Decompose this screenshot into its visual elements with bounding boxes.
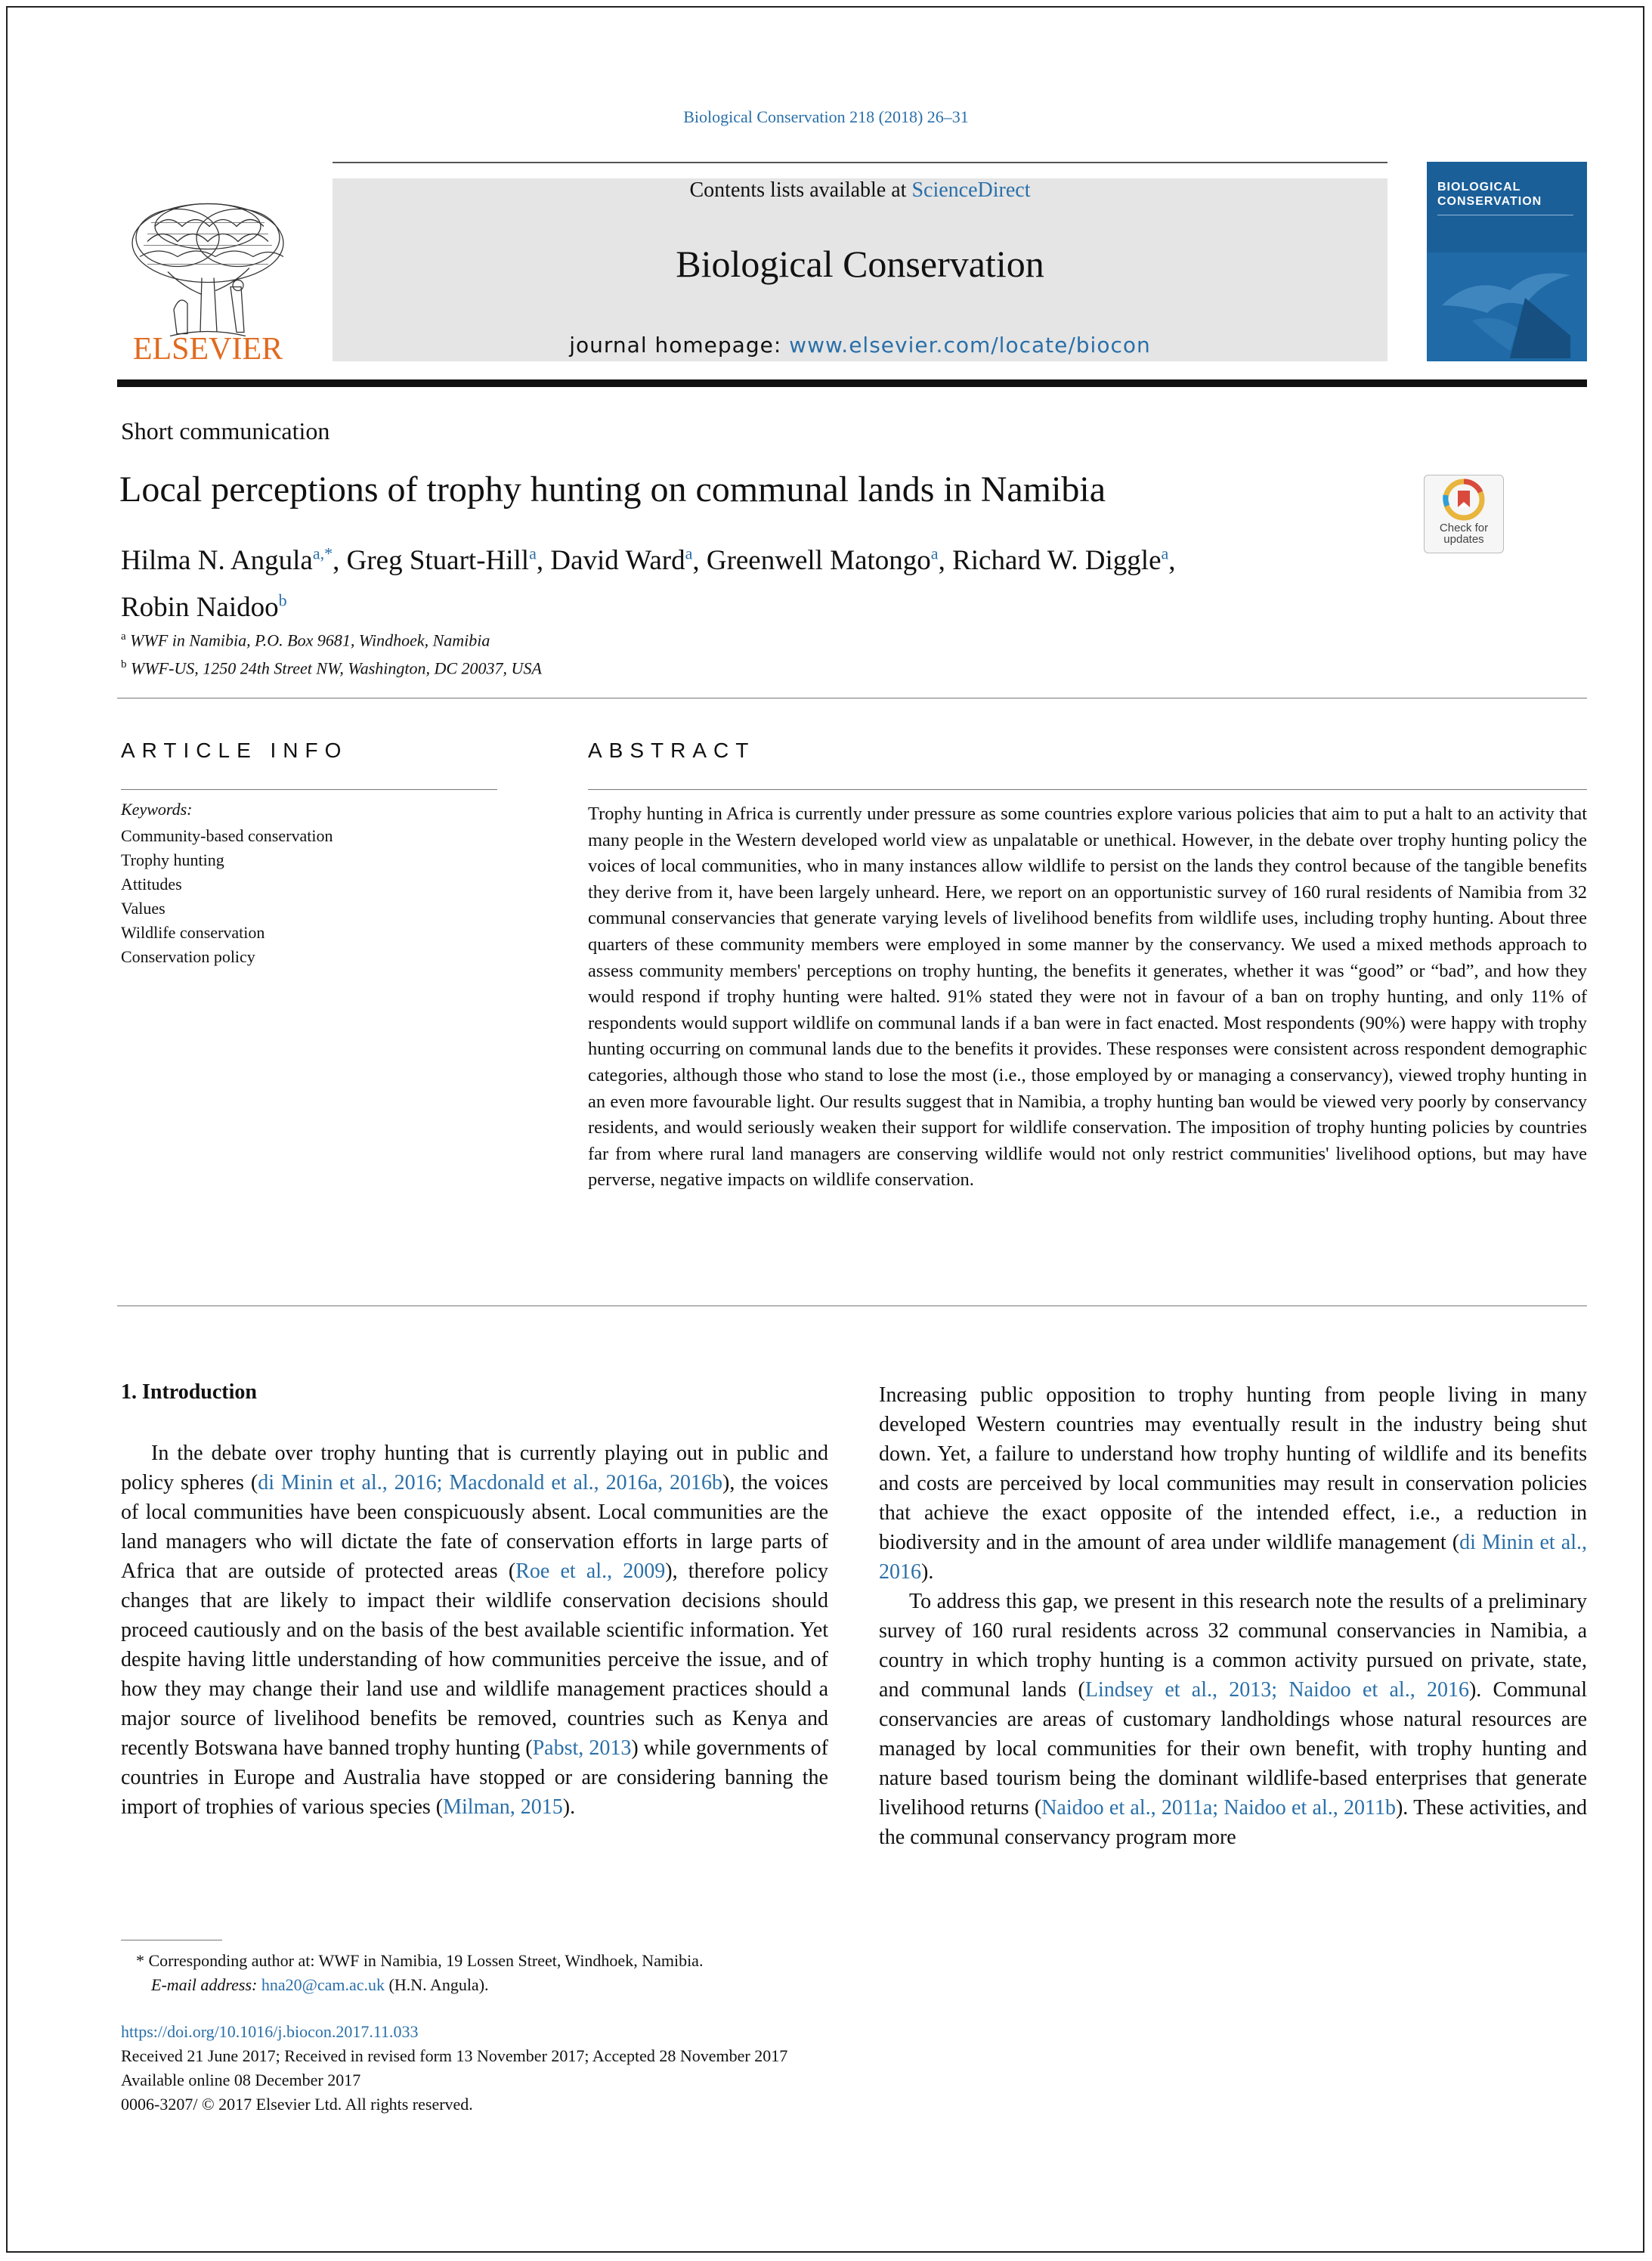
received-dates: Received 21 June 2017; Received in revised form 13 November 2017; Accepted 28 November 2017 <box>121 2046 788 2065</box>
author-5[interactable] <box>952 545 1168 576</box>
author-name: Hilma N. Angula <box>121 545 313 577</box>
affiliation-mark: b <box>121 658 127 671</box>
paragraph-text: ). <box>562 1795 576 1819</box>
paragraph-text: Increasing public opposition to trophy hunting from people living in many developed Western countries may eventually result in the industry being shut down. Yet, a failure to understand how trophy hunting of wildlife and its benefits and costs are perceived by local communities may result in conservation policies that achieve the exact opposite of the intended effect, i.e., a reduction in biodiversity and in the amount of area under wildlife management ( <box>879 1383 1587 1554</box>
author-affil-mark[interactable]: a <box>1161 544 1169 563</box>
crossmark-icon <box>1441 479 1486 524</box>
cover-rule <box>1437 215 1573 246</box>
article-type: Short communication <box>121 417 330 444</box>
contents-line <box>333 178 1387 203</box>
author-name: Robin Naidoo <box>121 591 279 623</box>
affiliation-b <box>121 652 542 680</box>
author-affil-mark[interactable]: a <box>930 544 939 563</box>
paragraph-text: ). <box>921 1560 934 1584</box>
publisher-logo-text: ELSEVIER <box>132 332 283 367</box>
crossmark-label-line1: Check for <box>1439 522 1489 534</box>
citation-link[interactable]: Pabst, 2013 <box>532 1736 632 1760</box>
cover-title-line1: BIOLOGICAL <box>1437 181 1521 194</box>
author-3[interactable] <box>550 545 692 576</box>
paragraph-text: ), therefore policy changes that are likely to impact their wildlife conservation decisions should proceed cautiously and on the basis of the best available scientific information. Yet despite having little understanding of how communities perceive the issue, and of how they may change their land use and wildlife management practices should a major source of livelihood benefits be removed, countries such as Kenya and recently Botswana have banned trophy hunting ( <box>121 1559 828 1760</box>
email-link[interactable]: hna20@cam.ac.uk <box>261 1975 385 1994</box>
email-line <box>151 1973 489 1997</box>
abstract-rule <box>588 789 1587 790</box>
homepage-prefix: journal homepage: <box>569 333 782 358</box>
sciencedirect-link[interactable]: ScienceDirect <box>911 178 1031 202</box>
keyword: Community-based conservation <box>121 826 333 845</box>
doi-link[interactable]: https://doi.org/10.1016/j.biocon.2017.11.033 <box>121 2022 419 2041</box>
author-affil-mark[interactable]: b <box>278 590 287 610</box>
cover-title <box>1437 180 1542 209</box>
citation-link[interactable]: Roe et al., 2009 <box>515 1559 666 1583</box>
cover-bird-icon <box>1427 252 1587 361</box>
keyword: Values <box>121 899 166 918</box>
copyright: 0006-3207/ © 2017 Elsevier Ltd. All rights reserved. <box>121 2095 473 2114</box>
journal-cover-image <box>1427 162 1587 361</box>
header-thick-rule <box>117 379 1587 387</box>
author-name: Richard W. Diggle <box>952 545 1162 577</box>
homepage-line <box>333 333 1387 358</box>
author-4[interactable] <box>707 545 939 576</box>
abstract-text: Trophy hunting in Africa is currently under pressure as some countries explore various policies that aim to put a halt to an activity that many people in the Western developed world view as unpalatable or unethical. However, in the debate over trophy hunting policy the voices of local communities, who in many instances allow wildlife to persist on the lands they control because of the tangible benefits they derive from it, have been largely unheard. Here, we report on an opportunistic survey of 160 rural residents of Namibia from 32 communal conservancies that generate varying levels of livelihood benefits from wildlife uses, including trophy hunting. About three quarters of these community members were employed in some manner by the conservancy. We used a mixed methods approach to assess community members' perceptions on trophy hunting, the benefits it generates, whether it was “good” or “bad”, and how they would respond if trophy hunting were halted. 91% stated they were not in favour of a ban on trophy hunting, and only 11% of respondents would support wildlife on communal lands if a ban were in fact enacted. Most respondents (90%) were happy with trophy hunting occurring on communal lands due to the benefits it provides. These responses were consistent across respondent demographic categories, although those who stand to lose the most (i.e., those employed by or managing a conservancy), viewed trophy hunting in an even more favourable light. Our results suggest that in Namibia, a trophy hunting ban would be viewed very poorly by conservancy residents, and would seriously weaken their support for wildlife conservation. The imposition of trophy hunting policies by countries far from where rural land managers are conserving wildlife would not only restrict communities' livelihood options, but may have perverse, negative impacts on wildlife conservation. <box>588 804 1587 1191</box>
available-online: Available online 08 December 2017 <box>121 2071 361 2089</box>
keyword: Conservation policy <box>121 947 255 966</box>
citation-link[interactable]: Naidoo et al., 2011a; Naidoo et al., 2011b <box>1041 1796 1396 1820</box>
citation-link[interactable]: Milman, 2015 <box>443 1795 563 1819</box>
cover-title-line2: CONSERVATION <box>1437 195 1542 208</box>
keyword-list <box>121 824 333 969</box>
article-info-rule <box>121 789 497 790</box>
affiliations <box>121 624 542 681</box>
check-for-updates-badge[interactable] <box>1424 475 1504 553</box>
paragraph-text: To address this gap, we present in this research note the results of a preliminary survey of 160 rural residents across 32 communal conservancies in Namibia, a country in which trophy hunting is a common activity pursued on private, state, and communal lands ( <box>879 1590 1587 1702</box>
homepage-link[interactable]: www.elsevier.com/locate/biocon <box>789 333 1151 358</box>
corresponding-author-note: * Corresponding author at: WWF in Namibia, 19 Lossen Street, Windhoek, Namibia. <box>136 1951 704 1970</box>
paragraph-text: In the debate over trophy hunting that is currently playing out in public and policy spheres ( <box>121 1442 828 1494</box>
intro-paragraph-2 <box>879 1380 1587 1587</box>
header-rule <box>333 162 1387 163</box>
paragraph-text: ) while governments of countries in Europe and Australia have stopped or are considering banning the import of trophies of various species ( <box>121 1736 828 1819</box>
paragraph-text: ). Communal conservancies are areas of customary landholdings whose natural resources are managed by local communities for their own benefit, with trophy hunting and nature based tourism being the dominant wildlife-based enterprises that generate livelihood returns ( <box>879 1678 1587 1820</box>
affiliation-mark: a <box>121 630 126 643</box>
citation-link[interactable]: Lindsey et al., 2013; Naidoo et al., 2016 <box>1084 1678 1469 1702</box>
author-name: Greenwell Matongo <box>706 545 931 577</box>
article-info-heading: ARTICLE INFO <box>121 739 348 762</box>
citation-link[interactable]: di Minin et al., 2016 <box>879 1531 1587 1584</box>
email-suffix: (H.N. Angula). <box>388 1975 489 1994</box>
intro-paragraph-1 <box>121 1439 828 1822</box>
paragraph-text: ), the voices of local communities have been conspicuously absent. Local communities are the land managers who will dictate the fate of conservation efforts in large parts of Africa that are outside of protected areas ( <box>121 1471 829 1583</box>
author-list: Hilma N. Angula$^{a,*}$, Greg Stuart-Hill$^a$, David Ward$^a$, Greenwell Matongo$^a$, Richard W. Diggle$^a$, Robin Naidoo$^b$ <box>121 544 1176 623</box>
author-1[interactable] <box>121 545 333 576</box>
email-label: E-mail address: <box>151 1975 258 1994</box>
author-affil-mark[interactable]: a <box>529 544 537 563</box>
affiliation-text: WWF in Namibia, P.O. Box 9681, Windhoek, Namibia <box>130 630 490 650</box>
affiliation-a <box>121 624 542 652</box>
intro-paragraph-3 <box>879 1587 1587 1852</box>
keyword: Trophy hunting <box>121 850 224 869</box>
author-affil-mark[interactable]: a <box>685 544 693 563</box>
author-name: David Ward <box>550 545 685 577</box>
abstract-heading: ABSTRACT <box>588 739 756 762</box>
article-title: Local perceptions of trophy hunting on communal lands in Namibia <box>119 469 1106 509</box>
crossmark-label <box>1425 522 1503 545</box>
author-2[interactable] <box>347 545 537 576</box>
section-heading-introduction: 1. Introduction <box>121 1380 257 1404</box>
divider-bottom <box>117 1305 1587 1306</box>
author-name: Greg Stuart-Hill <box>346 545 530 577</box>
author-affil-mark[interactable]: a,* <box>312 544 333 563</box>
keywords-label: Keywords: <box>121 800 193 819</box>
crossmark-label-line2: updates <box>1443 533 1484 546</box>
keyword: Attitudes <box>121 875 182 894</box>
paragraph-text: ). These activities, and the communal conservancy program more <box>879 1796 1587 1849</box>
citation-link[interactable]: di Minin et al., 2016; Macdonald et al., 2016a, 2016b <box>258 1471 723 1494</box>
author-6[interactable] <box>121 592 287 623</box>
contents-prefix: Contents lists available at <box>689 178 907 202</box>
running-head[interactable]: Biological Conservation 218 (2018) 26–31 <box>683 107 969 126</box>
keyword: Wildlife conservation <box>121 923 265 942</box>
affiliation-text: WWF-US, 1250 24th Street NW, Washington, DC 20037, USA <box>131 658 542 678</box>
journal-name: Biological Conservation <box>676 243 1044 285</box>
